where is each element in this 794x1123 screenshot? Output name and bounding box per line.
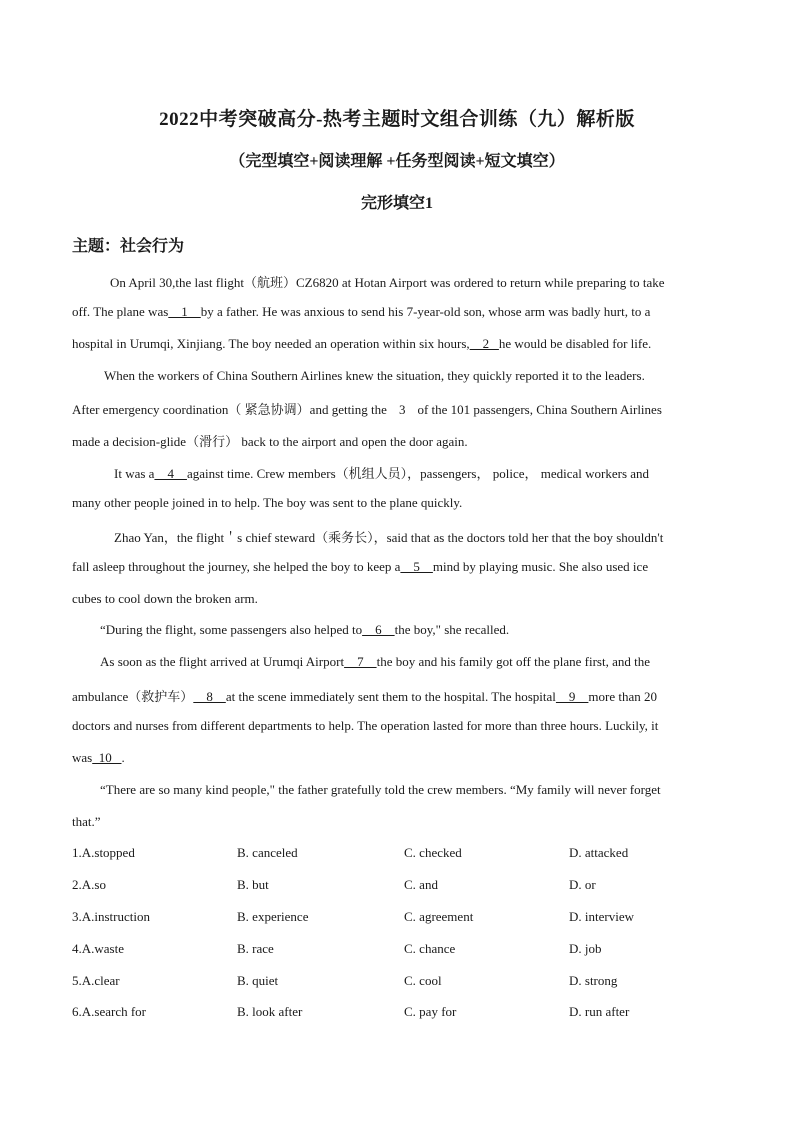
option-c: C. pay for: [404, 1004, 457, 1019]
blank-4: 4: [154, 466, 187, 481]
option-d: D. strong: [569, 973, 618, 988]
question-options: [72, 845, 732, 863]
blank-10: 10: [92, 750, 122, 765]
option-c: C. and: [404, 877, 438, 892]
option-a: 1.A.stopped: [72, 845, 135, 860]
passage-line: hospital in Urumqi, Xinjiang. The boy needed an operation within six hours, 2 he would be disabled for life.: [72, 336, 652, 351]
passage-line: made a decision-glide（滑行） back to the airport and open the door again.: [72, 434, 468, 449]
question-options: [72, 877, 732, 895]
option-a: 3.A.instruction: [72, 909, 150, 924]
option-c: C. checked: [404, 845, 462, 860]
question-options: [72, 941, 732, 959]
blank-8: 8: [193, 689, 226, 704]
passage-line: On April 30,the last flight（航班）CZ6820 at Hotan Airport was ordered to return while preparing to take: [110, 275, 665, 290]
passage-line: “During the flight, some passengers also helped to 6 the boy," she recalled.: [100, 622, 510, 637]
option-b: B. canceled: [237, 845, 298, 860]
passage-line: was 10 .: [72, 750, 125, 765]
passage-line: As soon as the flight arrived at Urumqi Airport 7 the boy and his family got off the plane first, and the: [100, 654, 650, 669]
question-options: [72, 1004, 732, 1022]
blank-6: 6: [362, 622, 395, 637]
option-b: B. look after: [237, 1004, 303, 1019]
blank-2: 2: [469, 336, 499, 351]
passage-line: After emergency coordination（ 紧急协调）and getting the 3 of the 101 passengers, China Southern Airlines: [72, 402, 662, 417]
topic-heading: 主题：社会行为: [72, 238, 185, 255]
option-a: 4.A.waste: [72, 941, 124, 956]
option-c: C. chance: [404, 941, 456, 956]
option-d: D. attacked: [569, 845, 629, 860]
question-options: [72, 909, 732, 927]
passage-line: ambulance（救护车） 8 at the scene immediately sent them to the hospital. The hospital 9 more than 20: [72, 689, 658, 704]
option-b: B. race: [237, 941, 274, 956]
blank-5: 5: [400, 559, 433, 574]
blank-7: 7: [344, 654, 377, 669]
document-title: 2022中考突破高分-热考主题时文组合训练（九）解析版: [159, 109, 635, 130]
blank-1: 1: [168, 304, 201, 319]
passage-line: It was a 4 against time. Crew members（机组人员），passengers， police， medical workers and: [114, 466, 650, 481]
blank-9: 9: [555, 689, 589, 704]
option-b: B. experience: [237, 909, 309, 924]
option-d: D. run after: [569, 1004, 630, 1019]
option-b: B. quiet: [237, 973, 279, 988]
blank-3: 3: [398, 402, 406, 417]
passage-line: cubes to cool down the broken arm.: [72, 591, 258, 606]
option-a: 5.A.clear: [72, 973, 120, 988]
passage-line: that.”: [72, 814, 101, 829]
option-a: 6.A.search for: [72, 1004, 146, 1019]
passage-line: “There are so many kind people," the father gratefully told the crew members. “My family will never forget: [100, 782, 661, 797]
section-title: 完形填空1: [360, 195, 433, 212]
option-d: D. or: [569, 877, 596, 892]
option-a: 2.A.so: [72, 877, 106, 892]
question-options: [72, 973, 732, 991]
passage-line: many other people joined in to help. The boy was sent to the plane quickly.: [72, 495, 463, 510]
option-d: D. job: [569, 941, 602, 956]
option-d: D. interview: [569, 909, 634, 924]
passage-line: fall asleep throughout the journey, she helped the boy to keep a 5 mind by playing music. She also used ice: [72, 559, 649, 574]
passage-line: Zhao Yan，the flight＇s chief steward（乘务长），said that as the doctors told her that the boy shouldn't: [114, 530, 664, 545]
document-subtitle: （完型填空+阅读理解 +任务型阅读+短文填空）: [229, 153, 565, 170]
passage-line: When the workers of China Southern Airlines knew the situation, they quickly reported it to the leaders.: [104, 368, 645, 383]
passage-line: off. The plane was 1 by a father. He was anxious to send his 7-year-old son, whose arm was badly hurt, to a: [72, 304, 651, 319]
option-c: C. cool: [404, 973, 442, 988]
option-c: C. agreement: [404, 909, 474, 924]
passage-line: doctors and nurses from different departments to help. The operation lasted for more than three hours. Luckily, it: [72, 718, 659, 733]
option-b: B. but: [237, 877, 269, 892]
